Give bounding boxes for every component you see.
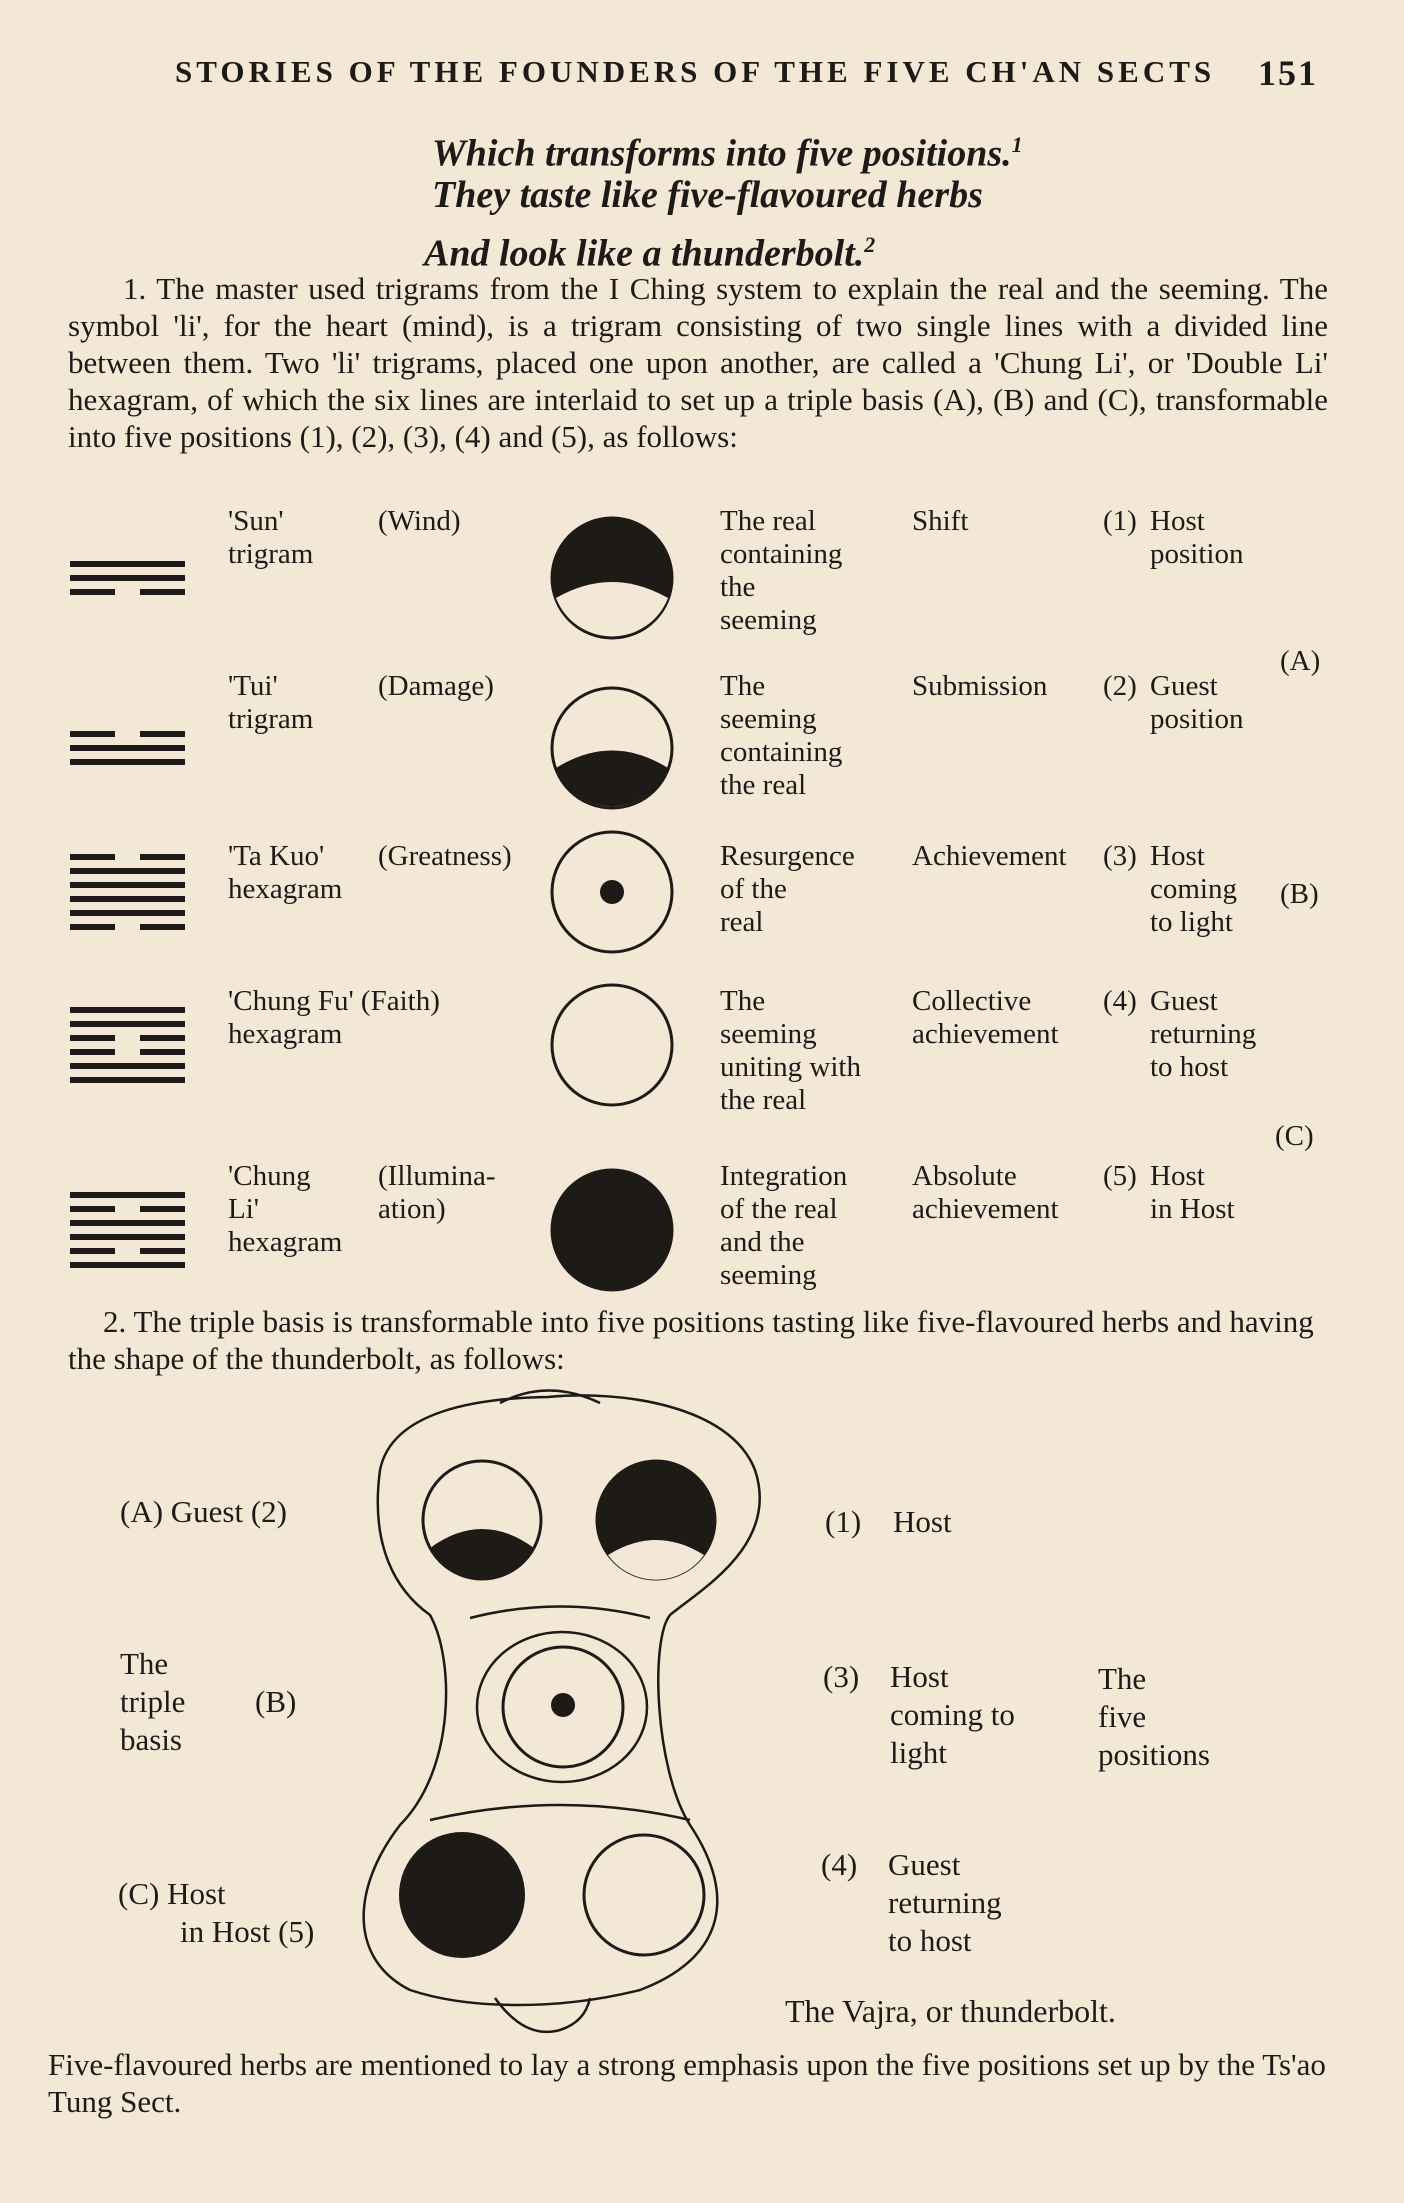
row-4-position-number: (4) [1103, 985, 1137, 1017]
diagram-caption: The Vajra, or thunderbolt. [785, 1993, 1116, 2029]
label-4-num: (4) [821, 1847, 858, 1882]
row-5-position-number: (5) [1103, 1160, 1137, 1192]
row-1-position: Host position [1150, 505, 1244, 570]
circle-empty [584, 1835, 704, 1955]
row-4-state: Collective achievement [912, 985, 1059, 1050]
label-4-text: Guest returning to host [888, 1847, 1002, 1958]
label-3-num: (3) [823, 1659, 860, 1694]
row-5-name: 'Chung Li' hexagram [228, 1160, 343, 1258]
circle-guest [423, 1461, 541, 1579]
row-2-meaning: (Damage) [378, 670, 494, 702]
footnote-2-number: 2. [103, 1304, 127, 1339]
row-4-position: Guest returning to host [1150, 985, 1257, 1083]
row-1-name: 'Sun' trigram [228, 505, 314, 570]
label-3-text: Host coming to light [890, 1659, 1015, 1770]
circle-dot [503, 1647, 623, 1767]
row-1-state: Shift [912, 505, 969, 537]
row-3-name: 'Ta Kuo' hexagram [228, 840, 343, 905]
label-five-positions: The five positions [1098, 1661, 1210, 1772]
verse-line-3: And look like a thunderbolt.$^2$ [424, 232, 876, 275]
verse-line-2: They taste like five-flavoured herbs [432, 174, 983, 216]
running-header: STORIES OF THE FOUNDERS OF THE FIVE CH'AN SECTS [175, 54, 1216, 89]
row-5-state: Absolute achievement [912, 1160, 1059, 1225]
verse-line-1: Which transforms into five positions.$^1$ [432, 132, 1023, 175]
row-2-state: Submission [912, 670, 1048, 702]
row-2-position: Guest position [1150, 670, 1244, 735]
footnote-1-text: The master used trigrams from the I Ching system to explain the real and the seeming. The symbol 'li', for the heart (mind), is a trigram consisting of two single lines with a divided line between them. Two 'li' trigrams, placed one upon another, are called a 'Chung Li', or 'Double Li' hexagram, of which the six lines are interlaid to set up a triple basis (A), (B) and (C), transformable into five positions (1), (2), (3), (4) and (5), as follows: [68, 271, 1328, 454]
vajra-lower-divider [430, 1805, 690, 1820]
row-4-description: The seeming uniting with the real [720, 985, 861, 1116]
row-1-description: The real containing the seeming [720, 505, 843, 636]
label-c-host: (C) Host in Host (5) [118, 1876, 315, 1949]
label-b: (B) [255, 1684, 297, 1719]
row-2-position-number: (2) [1103, 670, 1137, 702]
row-4-name: 'Chung Fu' (Faith) hexagram [228, 985, 440, 1050]
row-1-meaning: (Wind) [378, 505, 461, 537]
label-1-num: (1) [825, 1504, 862, 1539]
row-3-description: Resurgence of the real [720, 840, 855, 938]
footnote-1-number: 1. [123, 271, 147, 306]
page-number: 151 [1258, 53, 1318, 93]
label-a-guest: (A) Guest (2) [120, 1494, 288, 1529]
row-2-description: The seeming containing the real [720, 670, 843, 801]
group-label-a: (A) [1280, 645, 1321, 677]
row-5-meaning: (Illumina- ation) [378, 1160, 496, 1225]
row-1-position-number: (1) [1103, 505, 1137, 537]
group-label-b: (B) [1280, 878, 1319, 910]
row-2-name: 'Tui' trigram [228, 670, 314, 735]
circle-host [597, 1461, 715, 1580]
row-3-position-number: (3) [1103, 840, 1137, 872]
label-triple-basis: The triple basis [120, 1646, 186, 1757]
vajra-bottom-cap [495, 1998, 590, 2032]
circle-full-dark [399, 1832, 525, 1958]
row-3-state: Achievement [912, 840, 1067, 872]
row-5-position: Host in Host [1150, 1160, 1235, 1225]
label-1-host: Host [893, 1504, 952, 1539]
row-3-meaning: (Greatness) [378, 840, 512, 872]
closing-paragraph: Five-flavoured herbs are mentioned to lay a strong emphasis upon the five positions set up by the Ts'ao Tung Sect. [48, 2047, 1326, 2119]
group-label-c: (C) [1275, 1120, 1314, 1152]
row-5-description: Integration of the real and the seeming [720, 1160, 848, 1291]
vajra-upper-divider [470, 1607, 650, 1619]
row-3-position: Host coming to light [1150, 840, 1237, 938]
footnote-2-text: The triple basis is transformable into five positions tasting like five-flavoured herbs and having the shape of the thunderbolt, as follows: [68, 1304, 1314, 1376]
